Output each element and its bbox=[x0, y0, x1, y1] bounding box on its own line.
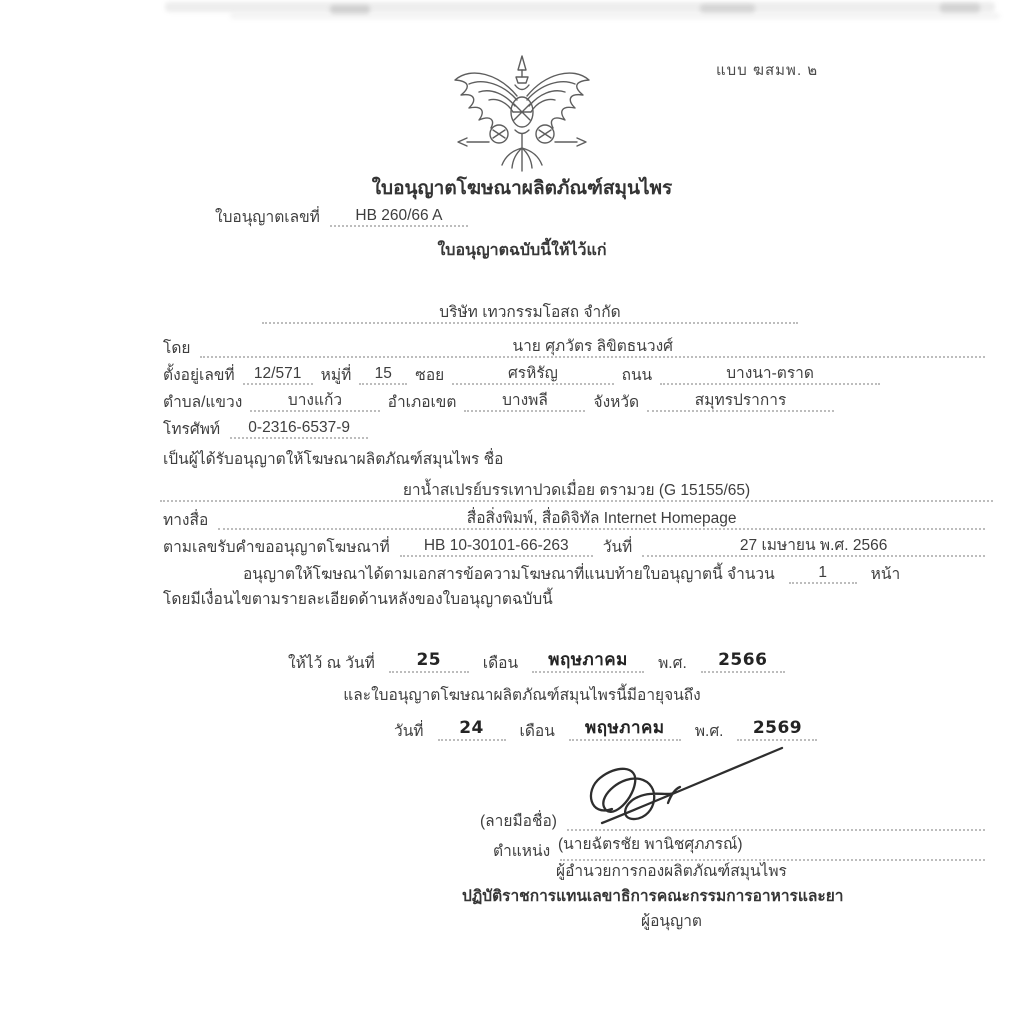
garuda-emblem-icon bbox=[447, 54, 597, 174]
form-code: แบบ ฆสมพ. ๒ bbox=[716, 62, 819, 79]
address-soi-label: ซอย bbox=[415, 367, 445, 384]
application-number-label: ตามเลขรับคำขออนุญาตโฆษณาที่ bbox=[163, 539, 390, 556]
license-number-label: ใบอนุญาตเลขที่ bbox=[215, 209, 320, 226]
grant-line: เป็นผู้ได้รับอนุญาตให้โฆษณาผลิตภัณฑ์สมุนไพร ชื่อ bbox=[163, 451, 504, 468]
phone-value: 0-2316-6537-9 bbox=[230, 418, 368, 439]
signature-line bbox=[567, 810, 985, 831]
address-soi: ศรหิรัญ bbox=[452, 364, 613, 385]
expiry-day: 24 bbox=[438, 718, 506, 741]
address-subdistrict-label: ตำบล/แขวง bbox=[163, 394, 243, 411]
scan-artifact bbox=[330, 5, 370, 14]
issued-to-heading: ใบอนุญาตฉบับนี้ให้ไว้แก่ bbox=[437, 242, 607, 259]
scan-artifact bbox=[700, 4, 755, 13]
issued-era-label: พ.ศ. bbox=[658, 654, 687, 672]
pages-count: 1 bbox=[789, 563, 857, 584]
by-label: โดย bbox=[163, 340, 191, 357]
scan-artifact bbox=[165, 2, 995, 12]
expiry-month-label: เดือน bbox=[519, 722, 555, 740]
address-road: บางนา-ตราด bbox=[660, 364, 880, 385]
issued-prefix: ให้ไว้ ณ วันที่ bbox=[288, 654, 375, 672]
expiry-year: 2569 bbox=[737, 718, 817, 741]
address-province: สมุทรปราการ bbox=[647, 391, 834, 412]
address-moo-label: หมู่ที่ bbox=[320, 367, 352, 384]
representative-name: นาย ศุภวัตร ลิขิตธนวงศ์ bbox=[200, 337, 985, 358]
company-name: บริษัท เทวกรรมโอสถ จำกัด bbox=[262, 303, 798, 324]
expiry-month: พฤษภาคม bbox=[569, 718, 681, 741]
issued-month: พฤษภาคม bbox=[532, 650, 644, 673]
license-number-value: HB 260/66 A bbox=[330, 206, 468, 227]
acting-for-line: ปฏิบัติราชการแทนเลขาธิการคณะกรรมการอาหารและยา bbox=[462, 888, 844, 905]
address-house-no: 12/571 bbox=[243, 364, 313, 385]
address-province-label: จังหวัด bbox=[593, 394, 640, 411]
licensor-label: ผู้อนุญาต bbox=[641, 913, 702, 930]
media-label: ทางสื่อ bbox=[163, 512, 209, 529]
validity-line: และใบอนุญาตโฆษณาผลิตภัณฑ์สมุนไพรนี้มีอายุจนถึง bbox=[343, 687, 701, 704]
signer-name: (นายฉัตรชัย พานิชศุภภรณ์) bbox=[558, 836, 743, 853]
address-located-label: ตั้งอยู่เลขที่ bbox=[163, 367, 235, 384]
pages-unit: หน้า bbox=[870, 566, 901, 583]
address-district-label: อำเภอเขต bbox=[387, 394, 457, 411]
scan-artifact bbox=[940, 3, 980, 13]
address-district: บางพลี bbox=[464, 391, 585, 412]
issued-day: 25 bbox=[389, 650, 469, 673]
expiry-prefix: วันที่ bbox=[394, 722, 424, 740]
conditions-line: โดยมีเงื่อนไขตามรายละเอียดด้านหลังของใบอนุญาตฉบับนี้ bbox=[163, 591, 553, 608]
address-subdistrict: บางแก้ว bbox=[250, 391, 379, 412]
approval-line: อนุญาตให้โฆษณาได้ตามเอกสารข้อความโฆษณาที่แนบท้ายใบอนุญาตนี้ จำนวน bbox=[243, 566, 775, 583]
application-date-value: 27 เมษายน พ.ศ. 2566 bbox=[642, 536, 985, 557]
application-number-value: HB 10-30101-66-263 bbox=[400, 536, 593, 557]
expiry-era-label: พ.ศ. bbox=[694, 722, 724, 740]
address-moo: 15 bbox=[359, 364, 407, 385]
document-title: ใบอนุญาตโฆษณาผลิตภัณฑ์สมุนไพร bbox=[371, 178, 673, 199]
signature-label: (ลายมือชื่อ) bbox=[480, 812, 557, 830]
signer-title: ผู้อำนวยการกองผลิตภัณฑ์สมุนไพร bbox=[556, 863, 787, 880]
address-road-label: ถนน bbox=[621, 367, 653, 384]
media-value: สื่อสิ่งพิมพ์, สื่อดิจิทัล Internet Homepage bbox=[218, 509, 985, 530]
phone-label: โทรศัพท์ bbox=[163, 421, 221, 438]
issued-month-label: เดือน bbox=[482, 654, 519, 672]
application-date-label: วันที่ bbox=[602, 539, 633, 556]
issued-year: 2566 bbox=[701, 650, 785, 673]
position-label: ตำแหน่ง bbox=[493, 842, 551, 860]
product-name: ยาน้ำสเปรย์บรรเทาปวดเมื่อย ตรามวย (G 15155/65) bbox=[160, 481, 993, 502]
